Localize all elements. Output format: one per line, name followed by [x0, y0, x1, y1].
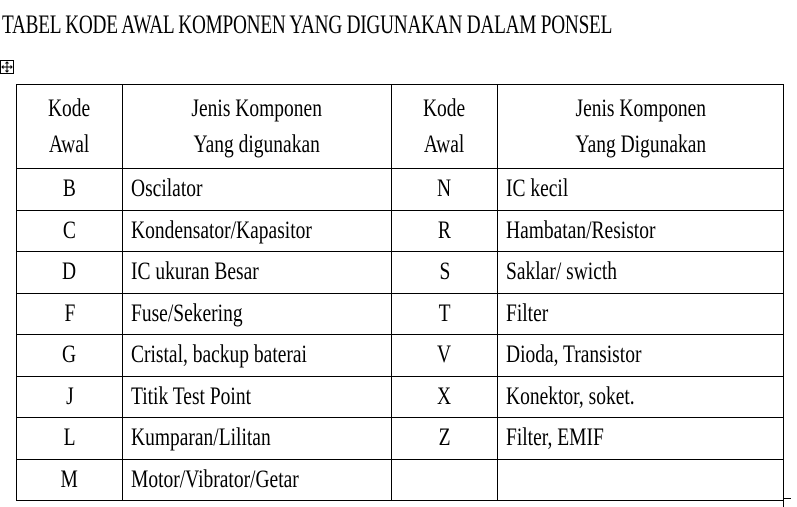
header-line: Jenis Komponen: [575, 94, 706, 122]
code-cell: M: [17, 459, 123, 501]
component-cell: Motor/Vibrator/Getar: [123, 459, 392, 501]
header-line: Awal: [49, 130, 90, 158]
table-row: [17, 169, 784, 211]
table-row: [17, 252, 784, 294]
code-cell: N: [392, 169, 498, 211]
component-cell: Kondensator/Kapasitor: [123, 210, 392, 252]
code-cell: L: [17, 418, 123, 460]
header-jenis-komponen-right: [498, 85, 784, 169]
code-cell: [392, 459, 498, 501]
code-cell: V: [392, 335, 498, 377]
header-line: Yang Digunakan: [575, 130, 706, 158]
table-row: [17, 459, 784, 501]
component-cell: IC kecil: [498, 169, 784, 211]
code-cell: G: [17, 335, 123, 377]
code-cell: D: [17, 252, 123, 294]
header-line: Kode: [48, 94, 91, 122]
code-cell: J: [17, 376, 123, 418]
header-kode-awal-right: [392, 85, 498, 169]
header-line: Kode: [423, 94, 466, 122]
table-resize-handle[interactable]: [783, 498, 791, 507]
component-cell: Titik Test Point: [123, 376, 392, 418]
table-row: [17, 418, 784, 460]
code-cell: C: [17, 210, 123, 252]
component-cell: [498, 459, 784, 501]
header-kode-awal-left: [17, 85, 123, 169]
component-cell: Oscilator: [123, 169, 392, 211]
component-cell: Hambatan/Resistor: [498, 210, 784, 252]
component-cell: IC ukuran Besar: [123, 252, 392, 294]
code-cell: R: [392, 210, 498, 252]
table-row: [17, 210, 784, 252]
header-line: Jenis Komponen: [191, 94, 323, 122]
move-cross-icon: [1, 61, 13, 73]
code-cell: B: [17, 169, 123, 211]
code-cell: F: [17, 293, 123, 335]
table-row: [17, 293, 784, 335]
table-row: [17, 376, 784, 418]
header-line: Yang digunakan: [193, 130, 321, 158]
table-move-handle[interactable]: [0, 60, 14, 74]
component-cell: Konektor, soket.: [498, 376, 784, 418]
table-row: [17, 335, 784, 377]
header-jenis-komponen-left: [123, 85, 392, 169]
component-code-table: [16, 84, 784, 501]
code-cell: S: [392, 252, 498, 294]
component-cell: Kumparan/Lilitan: [123, 418, 392, 460]
component-cell: Fuse/Sekering: [123, 293, 392, 335]
table-header-row: [17, 85, 784, 169]
component-cell: Filter, EMIF: [498, 418, 784, 460]
component-cell: Dioda, Transistor: [498, 335, 784, 377]
component-cell: Saklar/ swicth: [498, 252, 784, 294]
code-cell: T: [392, 293, 498, 335]
component-cell: Cristal, backup baterai: [123, 335, 392, 377]
component-cell: Filter: [498, 293, 784, 335]
code-cell: X: [392, 376, 498, 418]
header-line: Awal: [424, 130, 465, 158]
page-title: TABEL KODE AWAL KOMPONEN YANG DIGUNAKAN DALAM PONSEL: [2, 10, 613, 39]
code-cell: Z: [392, 418, 498, 460]
